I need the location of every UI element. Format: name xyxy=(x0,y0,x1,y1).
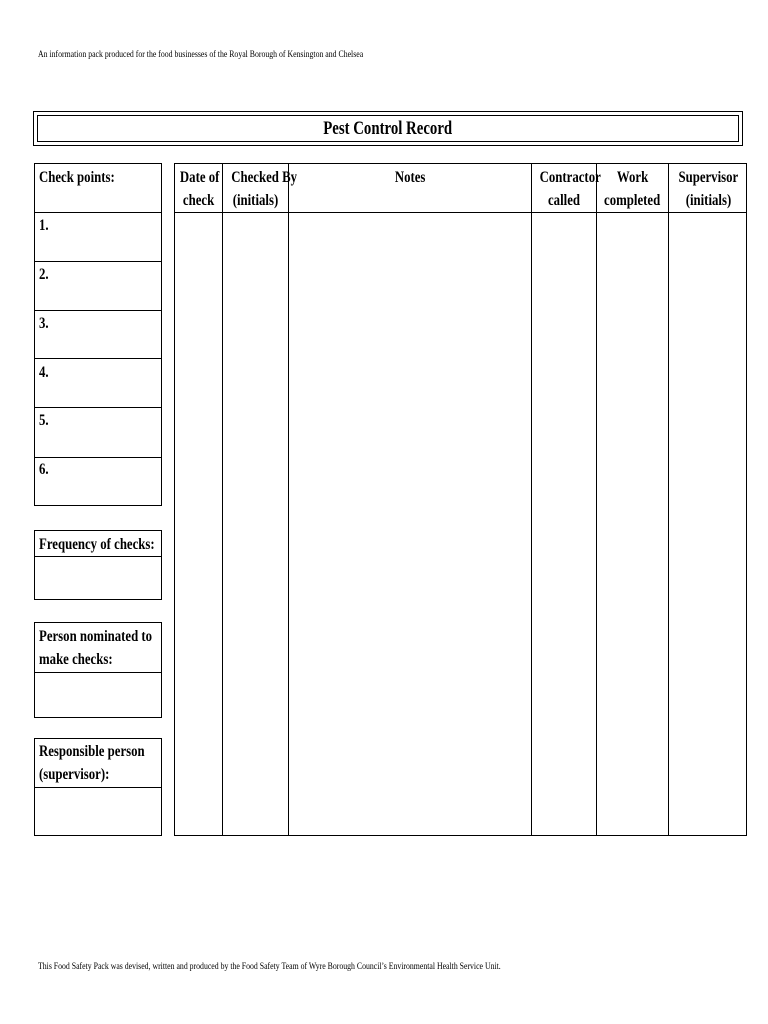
responsible-person-label-line2: (supervisor): xyxy=(39,766,110,783)
check-point-6[interactable]: 6. xyxy=(39,461,49,478)
check-point-1[interactable]: 1. xyxy=(39,217,49,234)
col-header-checked-by: Checked By (initials) xyxy=(231,169,298,209)
frequency-field[interactable] xyxy=(36,558,160,598)
responsible-person-label-line1: Responsible person xyxy=(39,743,145,760)
entry-cell-checked-by[interactable] xyxy=(224,214,287,834)
entry-cell-notes[interactable] xyxy=(290,214,530,834)
col-header-notes: Notes xyxy=(394,169,426,186)
check-points-panel xyxy=(34,163,162,506)
entry-cell-supervisor[interactable] xyxy=(670,214,745,834)
col-header-date: Date of check xyxy=(179,169,220,209)
page-title: Pest Control Record xyxy=(323,117,453,139)
check-point-4[interactable]: 4. xyxy=(39,364,49,381)
col-header-work-completed: Work completed xyxy=(604,169,661,209)
entry-cell-contractor[interactable] xyxy=(533,214,595,834)
person-nominated-label-line2: make checks: xyxy=(39,651,113,668)
entry-cell-date[interactable] xyxy=(176,214,221,834)
responsible-person-field[interactable] xyxy=(36,789,160,834)
check-point-2[interactable]: 2. xyxy=(39,266,49,283)
check-points-label: Check points: xyxy=(39,169,115,186)
col-header-contractor: Contractor called xyxy=(539,169,601,209)
record-table-header-divider xyxy=(174,212,747,213)
header-note: An information pack produced for the food businesses of the Royal Borough of Kensington and Chelsea xyxy=(38,50,364,60)
footer-note: This Food Safety Pack was devised, written and produced by the Food Safety Team of Wyre Borough Council’s Environmental Health Service Unit. xyxy=(38,962,501,972)
col-header-supervisor: Supervisor (initials) xyxy=(678,169,738,209)
check-point-5[interactable]: 5. xyxy=(39,412,49,429)
person-nominated-field[interactable] xyxy=(36,674,160,716)
entry-cell-work-completed[interactable] xyxy=(598,214,667,834)
check-point-3[interactable]: 3. xyxy=(39,315,49,332)
title-box xyxy=(33,111,743,146)
frequency-label: Frequency of checks: xyxy=(39,536,155,553)
person-nominated-label-line1: Person nominated to xyxy=(39,628,153,645)
